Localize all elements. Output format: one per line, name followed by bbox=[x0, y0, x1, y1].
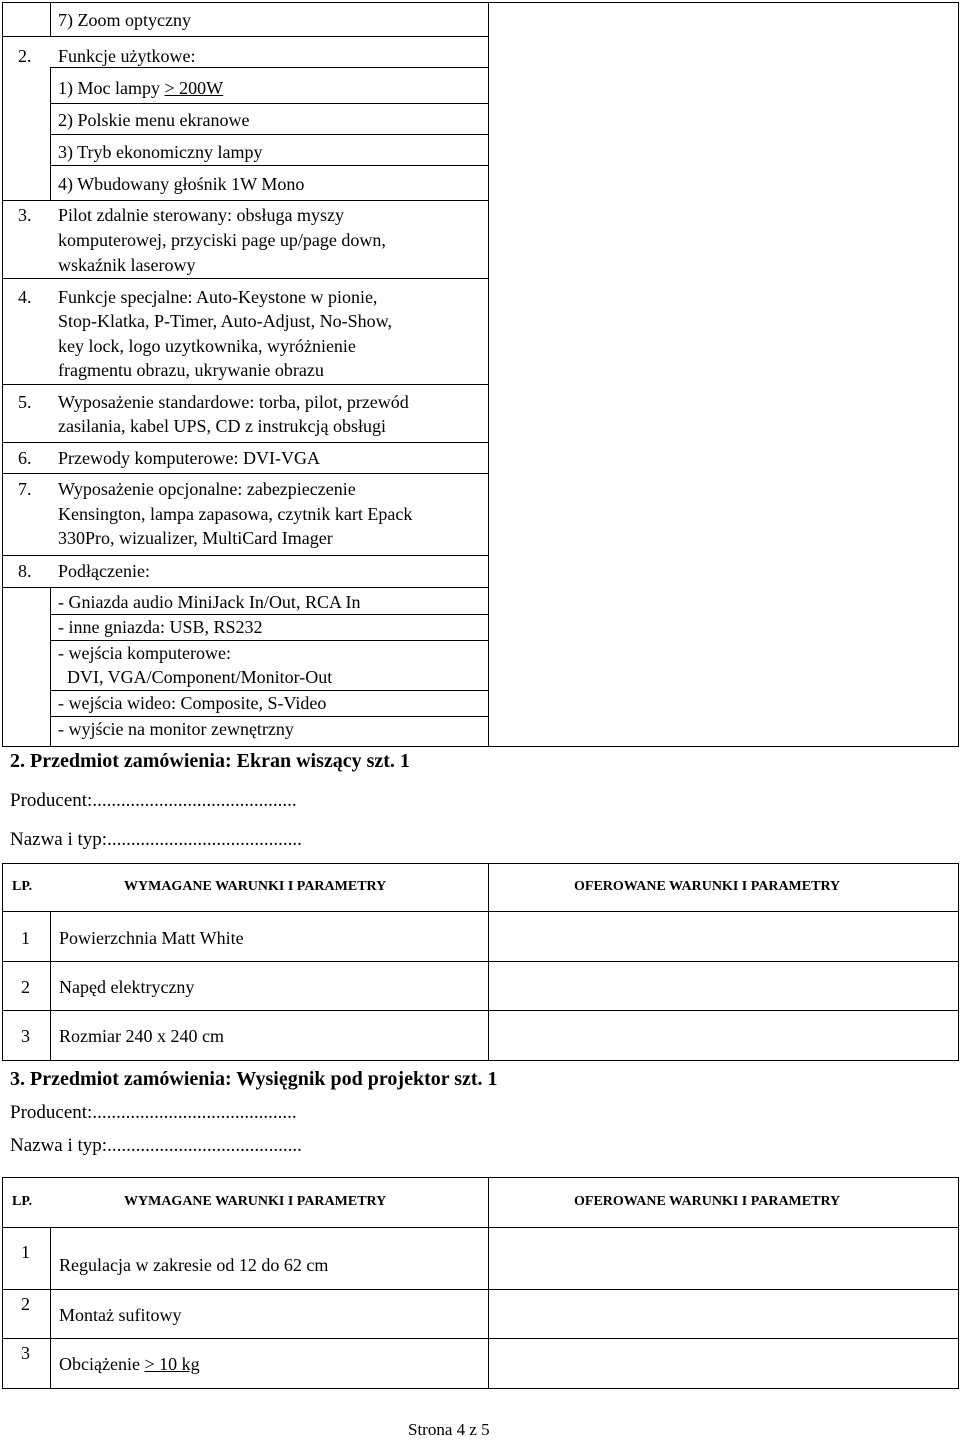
section-title: 3. Przedmiot zamówienia: Wysięgnik pod projektor szt. 1 bbox=[10, 1068, 498, 1090]
header-offered: OFEROWANE WARUNKI I PARAMETRY bbox=[574, 1194, 841, 1209]
row-text: Rozmiar 240 x 240 cm bbox=[59, 1026, 224, 1046]
spec-row-text: Podłączenie: bbox=[58, 561, 150, 581]
greater-equal-value: > 10 kg bbox=[144, 1354, 200, 1374]
spec-row-number: 3. bbox=[18, 205, 32, 225]
row-number: 2 bbox=[21, 977, 30, 997]
spec-row-number: 6. bbox=[18, 448, 32, 468]
spec-row-text: 2) Polskie menu ekranowe bbox=[58, 110, 250, 130]
spec-row-text: 3) Tryb ekonomiczny lampy bbox=[58, 142, 263, 162]
spec-row-text: - wejścia komputerowe: bbox=[58, 643, 231, 663]
name-type-line: Nazwa i typ:......................................... bbox=[10, 1135, 302, 1156]
spec-row-text: - wejścia wideo: Composite, S-Video bbox=[58, 693, 327, 713]
spec-row-number: 5. bbox=[18, 392, 32, 412]
spec-row-text: Stop-Klatka, P-Timer, Auto-Adjust, No-Show, bbox=[58, 311, 392, 331]
spec-row-number: 4. bbox=[18, 287, 32, 307]
spec-row-text: Kensington, lampa zapasowa, czytnik kart Epack bbox=[58, 504, 413, 524]
spec-row-text: Wyposażenie standardowe: torba, pilot, przewód bbox=[58, 392, 409, 412]
page-number: Strona 4 z 5 bbox=[408, 1420, 490, 1439]
spec-row-number: 7. bbox=[18, 479, 32, 499]
header-required: WYMAGANE WARUNKI I PARAMETRY bbox=[124, 1194, 387, 1209]
spec-row-text: Przewody komputerowe: DVI-VGA bbox=[58, 448, 320, 468]
header-offered: OFEROWANE WARUNKI I PARAMETRY bbox=[574, 879, 841, 894]
spec-row-text: key lock, logo uzytkownika, wyróżnienie bbox=[58, 336, 356, 356]
spec-row-number: 2. bbox=[18, 46, 32, 66]
spec-row-text: Wyposażenie opcjonalne: zabezpieczenie bbox=[58, 479, 356, 499]
spec-row-number: 8. bbox=[18, 561, 32, 581]
spec-row-text: Funkcje użytkowe: bbox=[58, 46, 196, 66]
spec-row-text: Pilot zdalnie sterowany: obsługa myszy bbox=[58, 205, 344, 225]
greater-equal-value: > 200W bbox=[164, 78, 224, 98]
row-number: 1 bbox=[21, 1242, 30, 1262]
spec-row-text: DVI, VGA/Component/Monitor-Out bbox=[58, 667, 333, 687]
section-title: 2. Przedmiot zamówienia: Ekran wiszący szt. 1 bbox=[10, 750, 410, 772]
spec-row-text: 330Pro, wizualizer, MultiCard Imager bbox=[58, 528, 333, 548]
row-text: Regulacja w zakresie od 12 do 62 cm bbox=[59, 1255, 329, 1275]
spec-row-text: - wyjście na monitor zewnętrzny bbox=[58, 719, 294, 739]
producer-line: Producent:........................................... bbox=[10, 1102, 297, 1123]
row-text: Montaż sufitowy bbox=[59, 1305, 182, 1325]
spec-row-text: - Gniazda audio MiniJack In/Out, RCA In bbox=[58, 592, 361, 612]
header-lp: LP. bbox=[12, 879, 33, 894]
header-required: WYMAGANE WARUNKI I PARAMETRY bbox=[124, 879, 387, 894]
row-text: Powierzchnia Matt White bbox=[59, 928, 244, 948]
row-text: Obciążenie > 10 kg bbox=[59, 1354, 200, 1374]
row-number: 3 bbox=[21, 1026, 30, 1046]
spec-row-text: - inne gniazda: USB, RS232 bbox=[58, 617, 263, 637]
spec-row-text: wskaźnik laserowy bbox=[58, 255, 196, 275]
row-number: 1 bbox=[21, 928, 30, 948]
spec-row-text: Funkcje specjalne: Auto-Keystone w pionie, bbox=[58, 287, 378, 307]
spec-row-text: 4) Wbudowany głośnik 1W Mono bbox=[58, 174, 305, 194]
spec-row-text: 1) Moc lampy > 200W bbox=[58, 78, 224, 98]
producer-line: Producent:........................................... bbox=[10, 790, 297, 811]
spec-row-text: fragmentu obrazu, ukrywanie obrazu bbox=[58, 360, 324, 380]
spec-row-text: komputerowej, przyciski page up/page down, bbox=[58, 230, 386, 250]
row-number: 2 bbox=[21, 1294, 30, 1314]
row-number: 3 bbox=[21, 1343, 30, 1363]
spec-row-text: zasilania, kabel UPS, CD z instrukcją obsługi bbox=[58, 416, 386, 436]
header-lp: LP. bbox=[12, 1194, 33, 1209]
row-text: Napęd elektryczny bbox=[59, 977, 195, 997]
name-type-line: Nazwa i typ:......................................... bbox=[10, 829, 302, 850]
spec-row-text: 7) Zoom optyczny bbox=[58, 10, 191, 30]
